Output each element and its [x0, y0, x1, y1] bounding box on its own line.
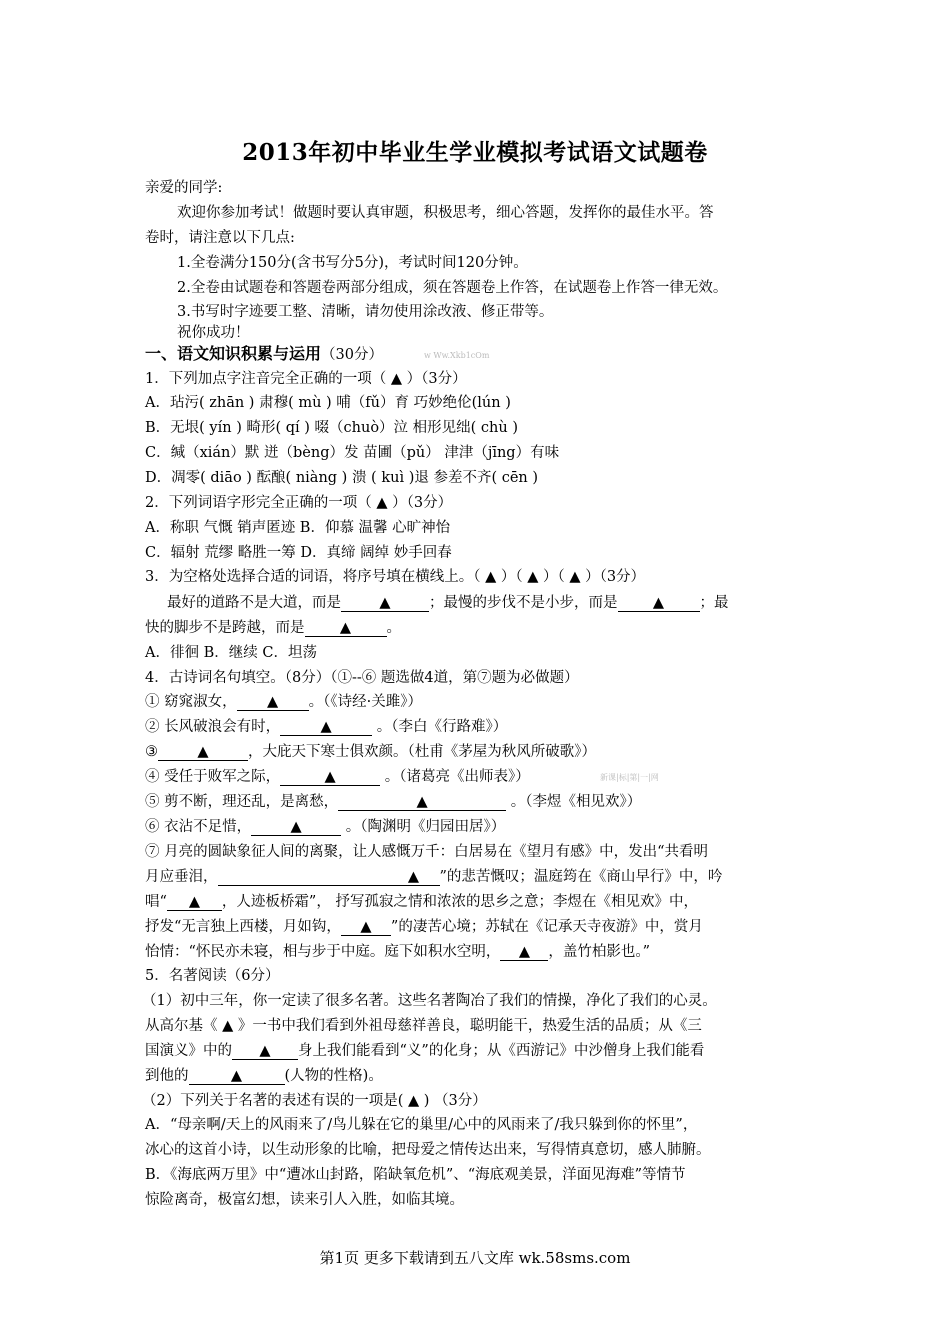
answer-blank: ▲ [500, 944, 548, 961]
answer-blank: ▲ [618, 595, 700, 612]
poem-7-line-5: 怡情：“怀民亦未寝，相与步于中庭。庭下如积水空明， ▲ ，盖竹柏影也。” [145, 944, 651, 960]
q5-part-1-line-3: 国演义》中的 ▲ 身上我们能看到“义”的化身；从《西游记》中沙僧身上我们能看 [145, 1043, 705, 1059]
answer-blank: ▲ [280, 719, 372, 736]
q5-part-1-line-2: 从高尔基《 ▲ 》一书中我们看到外祖母慈祥善良，聪明能干，热爱生活的品质；从《三 [145, 1018, 702, 1034]
question-4: 4．古诗词名句填空。（8分）（①--⑥ 题选做4道，第⑦题为必做题） [145, 670, 579, 686]
answer-blank: ▲ [167, 894, 222, 911]
answer-blank: ▲ [251, 819, 341, 836]
q3-line-2: 快的脚步不是跨越，而是 ▲ 。 [145, 620, 401, 636]
q1-option-b: B．无垠( yín ) 畸形( qí ) 啜（chuò）泣 相形见绌( chù ) [145, 420, 518, 436]
wish: 祝你成功！ [177, 325, 250, 341]
answer-blank: ▲ [237, 694, 309, 711]
q3-line-1: 最好的道路不是大道，而是 ▲ ；最慢的步伐不是小步，而是 ▲ ；最 [167, 595, 729, 611]
note-1: 1.全卷满分150分(含书写分5分)，考试时间120分钟。 [177, 255, 528, 271]
answer-blank: ▲ [189, 1068, 285, 1085]
question-1: 1．下列加点字注音完全正确的一项（ ▲ ）（3分） [145, 371, 467, 387]
poem-1: ① 窈窕淑女， ▲ 。（《诗经·关雎》） [145, 694, 422, 710]
section-1-score: （30分） [321, 347, 383, 363]
answer-blank: ▲ [341, 595, 429, 612]
poem-7-line-3: 唱“ ▲ ，人迹板桥霜”， 抒写孤寂之情和浓浓的思乡之意；李煜在《相见欢》中， [145, 894, 698, 910]
q5-option-b-line-2: 惊险离奇，极富幻想，读来引人入胜，如临其境。 [145, 1192, 464, 1208]
section-1-title: 一、语文知识积累与运用 [145, 344, 322, 363]
q5-part-2: （2）下列关于名著的表述有误的一项是( ▲ ) （3分） [142, 1093, 487, 1109]
q2-options-cd: C．辐射 荒缪 略胜一筹 D．真缔 阔绰 妙手回春 [145, 545, 452, 561]
q3-options: A．徘徊 B．继续 C．坦荡 [145, 645, 317, 661]
poem-3: ③ ▲ ，大庇天下寒士俱欢颜。（杜甫《茅屋为秋风所破歌》） [145, 744, 596, 760]
page-title: 2013年初中毕业生学业模拟考试语文试题卷 [242, 139, 708, 166]
poem-5: ⑤ 剪不断，理还乱，是离愁， ▲ 。（李煜《相见欢》） [145, 794, 642, 810]
poem-4: ④ 受任于败军之际， ▲ 。（诸葛亮《出师表》） [145, 769, 530, 785]
note-3: 3.书写时字迹要工整、清晰，请勿使用涂改液、修正带等。 [177, 304, 554, 320]
note-2: 2.全卷由试题卷和答题卷两部分组成，须在答题卷上作答，在试题卷上作答一律无效。 [177, 280, 728, 296]
answer-blank: ▲ [158, 744, 248, 761]
poem-7-line-1: ⑦ 月亮的圆缺象征人间的离聚，让人感慨万千：白居易在《望月有感》中，发出“共看明 [145, 844, 709, 860]
greeting: 亲爱的同学: [145, 180, 223, 196]
q1-option-c: C．缄（xián）默 迸（bèng）发 苗圃（pǔ） 津津（jīng）有味 [145, 445, 560, 461]
q2-options-ab: A．称职 气慨 销声匿迹 B．仰慕 温馨 心旷神怡 [145, 520, 451, 536]
poem-7-line-4: 抒发“无言独上西楼，月如钩， ▲ ”的凄苦心境；苏轼在《记承天寺夜游》中，赏月 [145, 919, 703, 935]
q5-part-1-line-4: 到他的 ▲ (人物的性格)。 [145, 1068, 383, 1084]
poem-7-line-2: 月应垂泪， ▲ ”的悲苦慨叹；温庭筠在《商山早行》中，吟 [145, 869, 723, 885]
q5-option-a-line-1: A．“母亲啊/天上的风雨来了/鸟儿躲在它的巢里/心中的风雨来了/我只躲到你的怀里”， [145, 1117, 698, 1133]
answer-blank: ▲ [218, 869, 440, 886]
watermark-1: w Ww.Xkb1cOm [424, 351, 490, 360]
q5-option-a-line-2: 冰心的这首小诗，以生动形象的比喻，把母爱之情传达出来，写得情真意切，感人肺腑。 [145, 1142, 711, 1158]
answer-blank: ▲ [338, 794, 506, 811]
answer-blank: ▲ [341, 919, 391, 936]
q1-option-a: A．玷污( zhān ) 肃穆( mù ) 哺（fǔ）育 巧妙绝伦(lún ) [145, 395, 511, 411]
question-2: 2．下列词语字形完全正确的一项（ ▲ ）（3分） [145, 495, 453, 511]
watermark-2: 新课|标|第|一|网 [600, 773, 659, 782]
answer-blank: ▲ [280, 769, 380, 786]
intro-line-2: 卷时，请注意以下几点: [145, 230, 295, 246]
page-footer: 第1页 更多下载请到五八文库 wk.58sms.com [319, 1249, 631, 1267]
section-1-heading [145, 344, 383, 365]
question-5: 5．名著阅读（6分） [145, 968, 280, 984]
question-3: 3．为空格处选择合适的词语，将序号填在横线上。（ ▲ ）（ ▲ ）（ ▲ ）（3分） [145, 569, 646, 585]
q5-option-b-line-1: B．《海底两万里》中“遭冰山封路，陷缺氧危机”、“海底观美景，洋面见海难”等情节 [145, 1167, 686, 1183]
q5-part-1-line-1: （1）初中三年，你一定读了很多名著。这些名著陶冶了我们的情操，净化了我们的心灵。 [142, 993, 717, 1009]
intro-line-1: 欢迎你参加考试！做题时要认真审题，积极思考，细心答题，发挥你的最佳水平。答 [177, 205, 714, 221]
q1-option-d: D．凋零( diāo ) 酝酿( niàng ) 溃 ( kuì )退 参差不齐( cēn ) [145, 470, 539, 486]
answer-blank: ▲ [232, 1043, 298, 1060]
answer-blank: ▲ [305, 620, 387, 637]
poem-2: ② 长风破浪会有时， ▲ 。（李白《行路难》） [145, 719, 508, 735]
poem-6: ⑥ 衣沾不足惜， ▲ 。（陶渊明《归园田居》） [145, 819, 506, 835]
